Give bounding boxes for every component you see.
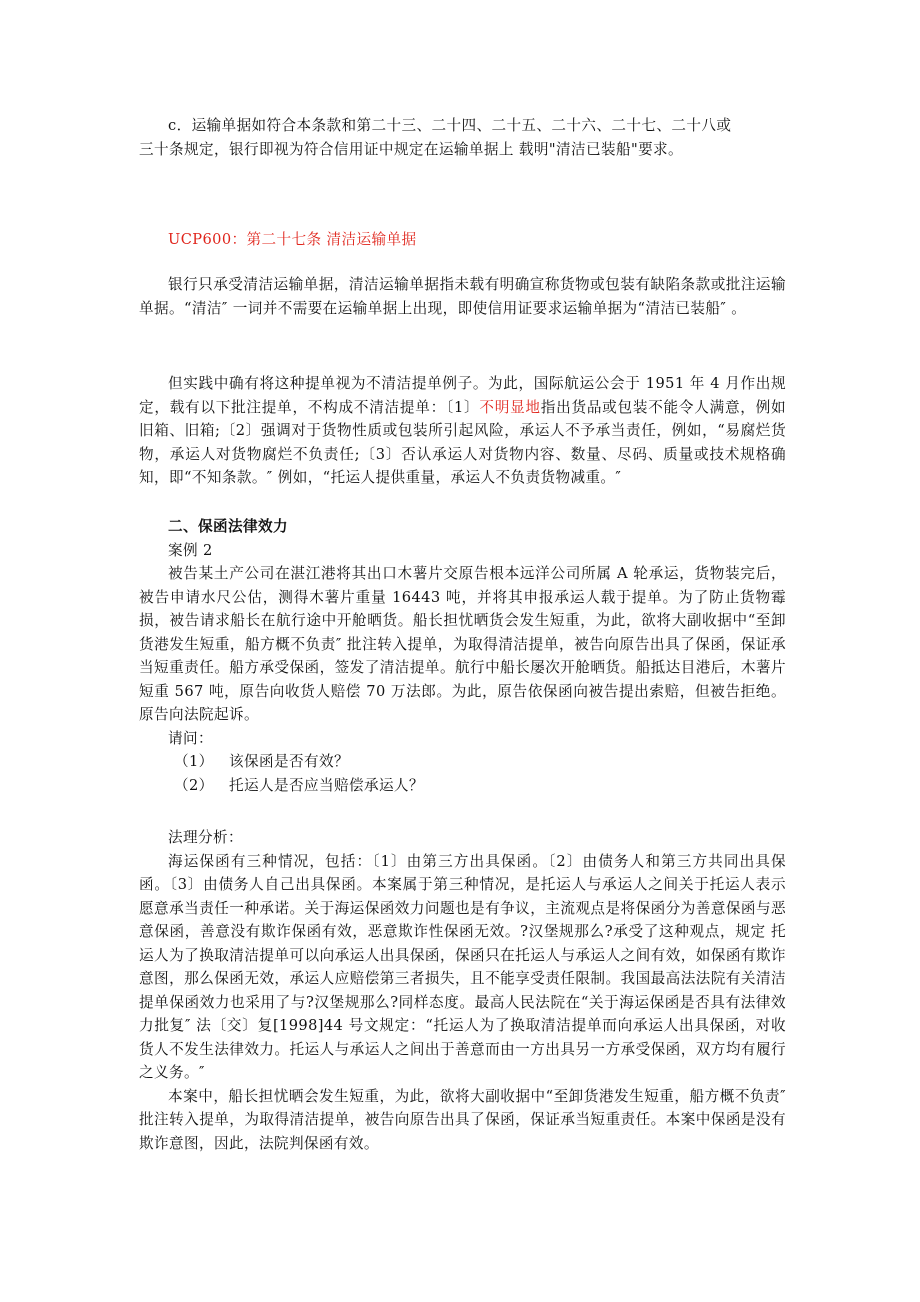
paragraph-c-line2: 三十条规定，银行即视为符合信用证中规定在运输单据上 载明"清洁已装船"要求。 bbox=[139, 140, 684, 158]
case-label: 案例 2 bbox=[168, 541, 213, 559]
paragraph-c bbox=[139, 114, 786, 161]
question-1-number: （1） bbox=[174, 753, 214, 770]
ucp-title-block bbox=[139, 228, 786, 252]
paragraph-c-line1: c．运输单据如符合本条款和第二十三、二十四、二十五、二十六、二十七、二十八或 bbox=[168, 117, 732, 134]
ucp-title: UCP600：第二十七条 清洁运输单据 bbox=[168, 231, 417, 248]
analysis-label: 法理分析： bbox=[168, 829, 243, 846]
practice-paragraph bbox=[139, 372, 786, 490]
question-label: 请问： bbox=[168, 729, 213, 747]
question-item-2 bbox=[139, 774, 786, 798]
section-2-block bbox=[139, 515, 786, 797]
bank-paragraph: 银行只承受清洁运输单据，清洁运输单据指未载有明确宣称货物或包装有缺陷条款或批注运输单据。“清洁″ 一词并不需要在运输单据上出现，即使信用证要求运输单据为“清洁已装船″ 。 bbox=[139, 276, 786, 317]
practice-paragraph-block bbox=[139, 372, 786, 490]
question-2-text: 托运人是否应当赔偿承运人？ bbox=[229, 776, 424, 794]
question-item-1 bbox=[139, 750, 786, 774]
practice-text-highlight: 不明显地 bbox=[479, 398, 541, 416]
analysis-block bbox=[139, 826, 786, 1155]
practice-text-after: 指出货品或包装不能令人满意，例如旧箱、旧箱;〔2〕强调对于货物性质或包装所引起风险，承运人不予承当责任，例如，“易腐烂货物，承运人对货物腐烂不负责任;〔3〕否认承运人对货物内容、数量、尽码、质量或技术规格确知，即“不知条款。″ 例如，“托运人提供重量，承运人不负责货物减重。″ bbox=[139, 398, 786, 486]
question-1-text: 该保函是否有效？ bbox=[229, 753, 349, 770]
conclusion-text: 本案中，船长担忧晒会发生短重，为此，欲将大副收据中“至卸货港发生短重，船方概不负责″ 批注转入提单，为取得清洁提单，被告向原告出具了保函，保证承当短重责任。本案中保函是没有欺诈意图，因此，法院判保函有效。 bbox=[139, 1087, 786, 1152]
section-2-heading: 二、保函法律效力 bbox=[168, 518, 288, 535]
analysis-text: 海运保函有三种情况，包括：〔1〕由第三方出具保函。〔2〕由债务人和第三方共同出具保函。〔3〕由债务人自己出具保函。本案属于第三种情况，是托运人与承运人之间关于托运人表示愿意承当责任一种承诺。关于海运保函效力问题也是有争议，主流观点是将保函分为善意保函与恶意保函，善意没有欺诈保函有效，恶意欺诈性保函无效。?汉堡规那么?承受了这种观点，规定 托运人为了换取清洁提单可以向承运人出具保函，保函只在托运人与承运人之间有效，如保函有欺诈意图，那么保函无效，承运人应赔偿第三者损失，且不能享受责任限制。我国最高法法院有关清洁提单保函效力也采用了与?汉堡规那么?同样态度。最高人民法院在“关于海运保函是否具有法律效力批复″ 法〔交〕复[1998]44 号文规定：“托运人为了换取清洁提单而向承运人出具保函，对收货人不发生法律效力。托运人与承运人之间出于善意而由一方出具另一方承受保函，双方均有履行之义务。″ bbox=[139, 852, 786, 1081]
question-2-number: （2） bbox=[174, 776, 214, 794]
practice-text-before: 但实践中确有将这种提单视为不清洁提单例子。为此，国际航运公会于 1951 年 4 月作出规定，载有以下批注提单，不构成不清洁提单：〔1〕 bbox=[139, 375, 786, 416]
bank-paragraph-block bbox=[139, 273, 786, 320]
case-text: 被告某土产公司在湛江港将其出口木薯片交原告根本远洋公司所属 A 轮承运，货物装完后，被告申请水尺公估，测得木薯片重量 16443 吨，并将其申报承运人载于提单。为了防止货物霉损，被告请求船长在航行途中开舱晒货。船长担忧晒货会发生短重，为此，欲将大副收据中“至卸货港发生短重，船方概不负责″ 批注转入提单，为取得清洁提单，被告向原告出具了保函，保证承当短重责任。船方承受保函，签发了清洁提单。航行中船长屡次开舱晒货。船抵达目港后，木薯片短重 567 吨，原告向收货人赔偿 70 万法郎。为此，原告依保函向被告提出索赔，但被告拒绝。原告向法院起诉。 bbox=[139, 565, 786, 723]
